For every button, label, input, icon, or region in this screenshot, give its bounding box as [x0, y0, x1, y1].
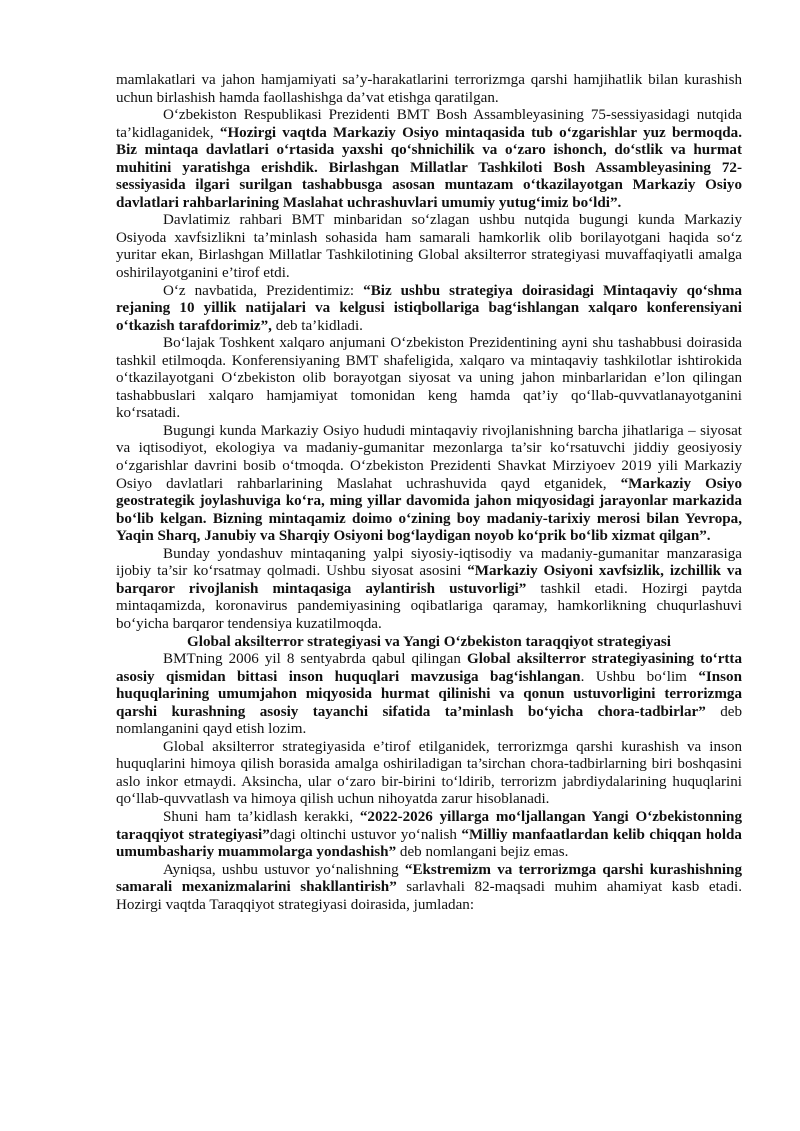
document-page	[116, 72, 742, 914]
paragraph	[116, 739, 742, 809]
paragraph-text: dagi oltinchi ustuvor yo‘nalish	[269, 826, 462, 843]
bold-quote-text: “Ekstremizm va terrorizmga qarshi kurashishning samarali mexanizmalarini shakllantirish”	[116, 861, 742, 896]
bold-quote-text: “Biz ushbu strategiya doirasidagi Mintaqaviy qo‘shma rejaning 10 yillik natijalari va kelgusi istiqbollariga bag‘ishlangan xalqaro konferensiyani o‘tkazish tarafdorimiz”,	[116, 282, 742, 334]
paragraph	[116, 651, 742, 739]
bold-quote-text: Global aksilterror strategiyasining to‘rtta asosiy qismidan bittasi inson huquqlari mavzusiga bag‘ishlangan	[116, 651, 742, 685]
paragraph	[116, 809, 742, 862]
paragraph-text: Bugungi kunda Markaziy Osiyo hududi mintaqaviy rivojlanishning barcha jihatlariga – siyosat va iqtisodiyot, ekologiya va madaniy-gumanitar mezonlarga ta’sir ko‘rsatuvchi jiddiy geosiyosiy o‘zgarishlar davrini bosib o‘tmoqda. O‘zbekiston Prezidenti Shavkat Mirziyoev 2019 yili Markaziy Osiyo davlatlari rahbarlarining Maslahat uchrashuvida qayd etganidek,	[116, 422, 742, 492]
paragraph-text: Bunday yondashuv mintaqaning yalpi siyosiy-iqtisodiy va madaniy-gumanitar manzarasiga ijobiy ta’sir ko‘rsatmay qolmadi. Ushbu siyosat asosini	[116, 545, 742, 580]
paragraph	[116, 862, 742, 915]
bold-quote-text: “Markaziy Osiyoni xavfsizlik, izchillik va barqaror rivojlanish mintaqasiga aylantirish ustuvorligi”	[116, 563, 742, 597]
paragraph	[116, 107, 742, 212]
paragraph	[116, 546, 742, 634]
paragraph-text: BMTning 2006 yil 8 sentyabrda qabul qilingan	[163, 651, 467, 668]
paragraph-text: . Ushbu bo‘lim	[580, 668, 699, 685]
section-heading: Global aksilterror strategiyasi va Yangi O‘zbekiston taraqqiyot strategiyasi	[187, 633, 671, 650]
paragraph	[116, 283, 742, 336]
body-text-section-2	[116, 651, 742, 914]
paragraph-text: mamlakatlari va jahon hamjamiyati sa’y-harakatlarini terrorizmga qarshi hamjihatlik bilan kurashish uchun birlashish hamda faollashishga da’vat etishga qaratilgan.	[116, 72, 742, 106]
paragraph-text: Shuni ham ta’kidlash kerakki,	[163, 808, 360, 825]
paragraph	[116, 335, 742, 423]
body-text-section-1	[116, 72, 742, 634]
bold-quote-text: “Hozirgi vaqtda Markaziy Osiyo mintaqasida tub o‘zgarishlar yuz bermoqda. Biz mintaqa davlatlari o‘rtasida yaxshi qo‘shnichilik va o‘zaro ishonch, do‘stlik va hurmat muhitini yaratishga erishdik. Birlashgan Millatlar Tashkiloti Bosh Assambleyasining 72-sessiyasida ilgari surilgan tashabbusga asosan muntazam o‘tkazilayotgan Markaziy Osiyo davlatlari rahbarlarining Maslahat uchrashuvlari umumiy yutug‘imiz bo‘ldi”.	[116, 124, 742, 211]
paragraph-text: sarlavhali 82-maqsadi muhim ahamiyat kasb etadi. Hozirgi vaqtda Taraqqiyot strategiyasi doirasida, jumladan:	[116, 879, 743, 913]
bold-quote-text: “Milliy manfaatlardan kelib chiqqan holda umumbashariy muammolarga yondashish”	[116, 826, 742, 861]
paragraph-text: deb nomlangani bejiz emas.	[396, 844, 569, 861]
bold-quote-text: “Markaziy Osiyo geostrategik joylashuviga ko‘ra, ming yillar davomida jahon miqyosidagi jarayonlar markazida bo‘lib kelgan. Bizning mintaqamiz doimo o‘zining boy madaniy-tarixiy merosi bilan Yevropa, Yaqin Sharq, Janubiy va Sharqiy Osiyoni bog‘laydigan noyob ko‘prik bo‘lib xizmat qilgan”.	[116, 475, 742, 545]
paragraph-text: Bo‘lajak Toshkent xalqaro anjumani O‘zbekiston Prezidentining ayni shu tashabbusi doirasida tashkil etilmoqda. Konferensiyaning BMT shafeligida, xalqaro va mintaqaviy tashkilotlar ishtirokida o‘tkazilayotgani O‘zbekiston olib borayotgan siyosat va uning jahon minbarlaridan e’lon qilingan tashabbuslari xalqaro hamjamiyat tomonidan keng hamda qat’iy qo‘llab-quvvatlanayotganini ko‘rsatadi.	[116, 335, 742, 422]
paragraph	[116, 212, 742, 282]
paragraph-text: O‘z navbatida, Prezidentimiz:	[163, 282, 364, 299]
paragraph-text: Global aksilterror strategiyasida e’tirof etilganidek, terrorizmga qarshi kurashish va inson huquqlarini himoya qilish borasida amalga oshiriladigan ta’sirchan chora-tadbirlarning biri boshqasini aslo inkor etmaydi. Aksincha, ular o‘zaro bir-birini to‘ldirib, terrorizm jabrdiydalarining huquqlarini qo‘llab-quvvatlash va himoya qilish uchun nihoyatda zarur hisoblanadi.	[116, 738, 742, 808]
paragraph-text: tashkil etadi. Hozirgi paytda mintaqamizda, koronavirus pandemiyasining oqibatlariga qaramay, hamkorlikning chuqurlashuvi bo‘yicha barqaror tendensiya kuzatilmoqda.	[116, 580, 742, 632]
paragraph	[116, 72, 742, 107]
paragraph-text: deb nomlanganini qayd etish lozim.	[116, 703, 742, 738]
paragraph	[116, 423, 742, 546]
paragraph-text: deb ta’kidladi.	[271, 317, 363, 334]
paragraph-text: O‘zbekiston Respublikasi Prezidenti BMT Bosh Assambleyasining 75-sessiyasidagi nutqida ta’kidlaganidek,	[116, 107, 742, 141]
paragraph-text: Davlatimiz rahbari BMT minbaridan so‘zlagan ushbu nutqida bugungi kunda Markaziy Osiyoda xavfsizlikni ta’minlash sohasida ham samarali hamkorlik olib borilayotgani haqida so‘z yuritar ekan, Birlashgan Millatlar Tashkilotining Global aksilterror strategiyasi muvaffaqiyatli amalga oshirilayotganini e’tirof etdi.	[116, 212, 742, 282]
bold-quote-text: “2022-2026 yillarga mo‘ljallangan Yangi O‘zbekistonning taraqqiyot strategiyasi”	[116, 808, 742, 843]
paragraph-text: Ayniqsa, ushbu ustuvor yo‘nalishning	[163, 861, 405, 878]
bold-quote-text: “Inson huquqlarining umumjahon miqyosida hurmat qilinishi va qonun ustuvorligini terrorizmga qarshi kurashning asosiy tayanchi sifatida ta’minlash bo‘yicha chora-tadbirlar”	[116, 668, 742, 720]
